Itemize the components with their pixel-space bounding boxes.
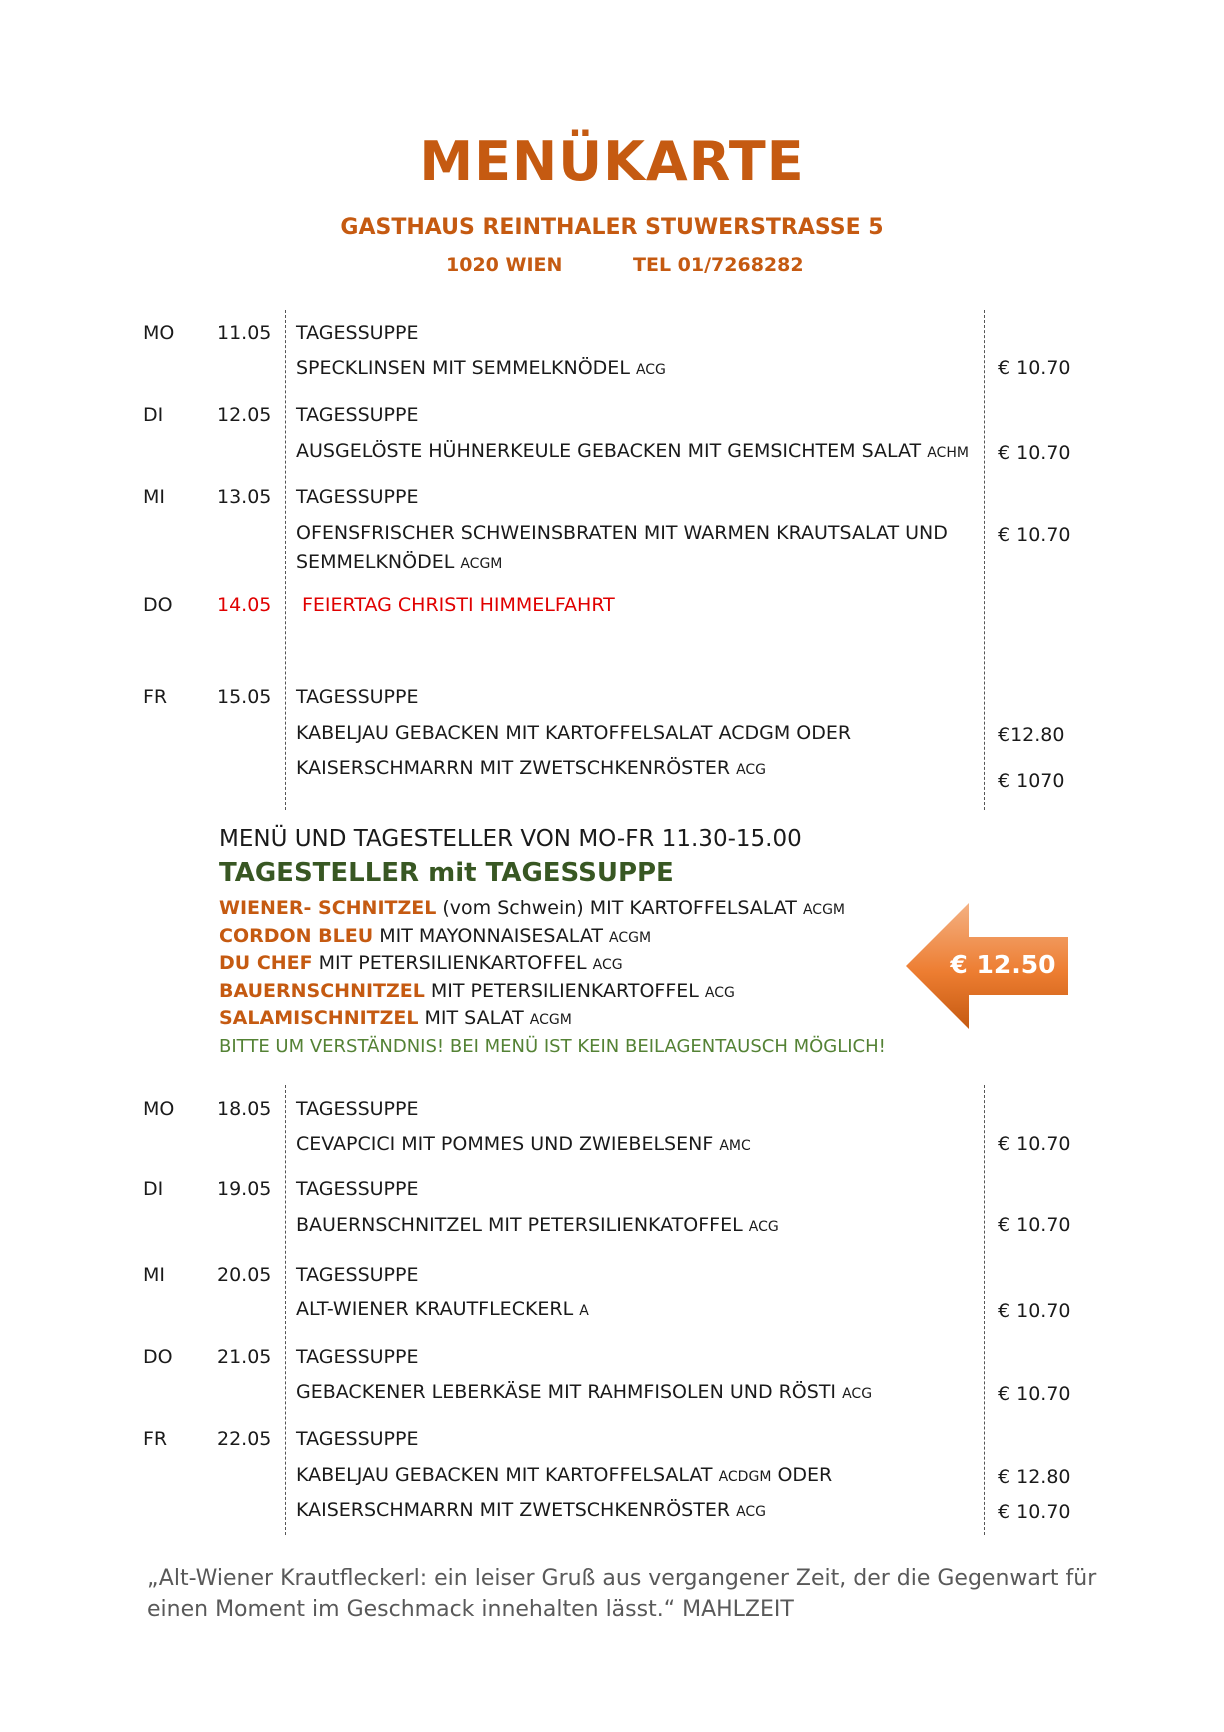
soup-label: TAGESSUPPE xyxy=(296,404,419,426)
allergen-codes: ACG xyxy=(736,762,767,778)
dish-text xyxy=(296,440,969,462)
column-divider-right xyxy=(984,310,985,810)
restaurant-city: 1020 WIEN xyxy=(446,254,563,276)
dish-name: GEBACKENER LEBERKÄSE MIT RAHMFISOLEN UND RÖSTI xyxy=(296,1381,837,1403)
dish-name: KAISERSCHMARRN MIT ZWETSCHKENRÖSTER xyxy=(296,757,731,779)
date-label: 19.05 xyxy=(217,1178,272,1200)
dish-text xyxy=(296,1381,872,1403)
dish-price: € 10.70 xyxy=(998,442,1071,464)
dish-name: SPECKLINSEN MIT SEMMELKNÖDEL xyxy=(296,357,630,379)
day-label: DO xyxy=(143,594,173,616)
dish-price: € 10.70 xyxy=(998,1383,1071,1405)
dish-text xyxy=(296,551,502,573)
allergen-codes: ACG xyxy=(704,985,735,1001)
menu-item-desc: MIT PETERSILIENKARTOFFEL xyxy=(424,980,699,1002)
dish-name: BAUERNSCHNITZEL MIT PETERSILIENKATOFFEL xyxy=(296,1214,743,1236)
menu-item-desc: MIT SALAT xyxy=(418,1007,524,1029)
menu-heading: MENÜ UND TAGESTELLER VON MO-FR 11.30-15.00 xyxy=(219,826,802,852)
allergen-codes: ACG xyxy=(748,1219,779,1235)
date-label: 15.05 xyxy=(217,686,272,708)
dish-name: CEVAPCICI MIT POMMES UND ZWIEBELSENF xyxy=(296,1133,714,1155)
dish-name-cont: ODER xyxy=(771,1464,833,1486)
holiday-label: FEIERTAG CHRISTI HIMMELFAHRT xyxy=(302,594,615,616)
menu-item xyxy=(219,1007,572,1029)
dish-price: € 10.70 xyxy=(998,1133,1071,1155)
day-label: MI xyxy=(143,1264,165,1286)
menu-price: € 12.50 xyxy=(950,950,1056,979)
soup-label: TAGESSUPPE xyxy=(296,322,419,344)
dish-name: OFENSFRISCHER SCHWEINSBRATEN MIT WARMEN KRAUTSALAT UND xyxy=(296,522,948,544)
allergen-codes: ACGM xyxy=(609,930,652,946)
day-label: FR xyxy=(143,686,168,708)
date-label: 20.05 xyxy=(217,1264,272,1286)
holiday-date: 14.05 xyxy=(217,594,272,616)
menu-item xyxy=(219,897,845,919)
soup-label: TAGESSUPPE xyxy=(296,1264,419,1286)
dish-price: € 10.70 xyxy=(998,1214,1071,1236)
day-label: FR xyxy=(143,1428,168,1450)
date-label: 18.05 xyxy=(217,1098,272,1120)
dish-name: AUSGELÖSTE HÜHNERKEULE GEBACKEN MIT GEMSICHTEM SALAT xyxy=(296,440,922,462)
soup-label: TAGESSUPPE xyxy=(296,686,419,708)
dish-price: € 10.70 xyxy=(998,524,1071,546)
menu-item-name: BAUERNSCHNITZEL xyxy=(219,980,425,1002)
menu-item-desc: MIT MAYONNAISESALAT xyxy=(373,925,603,947)
day-label: DI xyxy=(143,404,164,426)
date-label: 22.05 xyxy=(217,1428,272,1450)
closing-quote xyxy=(147,1563,1097,1625)
soup-label: TAGESSUPPE xyxy=(296,1428,419,1450)
allergen-codes: ACG xyxy=(736,1504,767,1520)
quote-line: einen Moment im Geschmack innehalten lässt.“ MAHLZEIT xyxy=(147,1597,794,1622)
allergen-codes: ACGM xyxy=(529,1012,572,1028)
allergen-codes: ACDGM xyxy=(718,1469,772,1485)
dish-price: € 10.70 xyxy=(998,357,1071,379)
dish-price: € 10.70 xyxy=(998,1501,1071,1523)
menu-item xyxy=(219,952,623,974)
day-label: DI xyxy=(143,1178,164,1200)
allergen-codes: ACHM xyxy=(927,445,969,461)
soup-label: TAGESSUPPE xyxy=(296,1346,419,1368)
allergen-codes: AMC xyxy=(719,1138,751,1154)
dish-price: € 10.70 xyxy=(998,1300,1071,1322)
menu-item-desc: MIT PETERSILIENKARTOFFEL xyxy=(312,952,587,974)
day-label: MO xyxy=(143,1098,175,1120)
day-label: MO xyxy=(143,322,175,344)
date-label: 12.05 xyxy=(217,404,272,426)
quote-line: „Alt-Wiener Krautfleckerl: ein leiser Gruß aus vergangener Zeit, der die Gegenwart für xyxy=(147,1566,1097,1591)
dish-text xyxy=(296,1499,766,1521)
dish-text xyxy=(296,357,666,379)
date-label: 21.05 xyxy=(217,1346,272,1368)
column-divider-left xyxy=(285,1085,286,1535)
menu-note: BITTE UM VERSTÄNDNIS! BEI MENÜ IST KEIN BEILAGENTAUSCH MÖGLICH! xyxy=(219,1036,886,1057)
dish-text xyxy=(296,1298,589,1320)
dish-text xyxy=(296,757,766,779)
menu-item-name: SALAMISCHNITZEL xyxy=(219,1007,419,1029)
menu-item-desc: (vom Schwein) MIT KARTOFFELSALAT xyxy=(436,897,797,919)
restaurant-address: GASTHAUS REINTHALER STUWERSTRASSE 5 xyxy=(340,215,884,240)
menu-item-name: CORDON BLEU xyxy=(219,925,374,947)
dish-price: € 12.80 xyxy=(998,1466,1071,1488)
date-label: 11.05 xyxy=(217,322,272,344)
menu-item-name: WIENER- SCHNITZEL xyxy=(219,897,437,919)
day-label: DO xyxy=(143,1346,173,1368)
menu-item-name: DU CHEF xyxy=(219,952,313,974)
soup-label: TAGESSUPPE xyxy=(296,1178,419,1200)
dish-name: KABELJAU GEBACKEN MIT KARTOFFELSALAT ACDGM ODER xyxy=(296,722,852,744)
dish-text xyxy=(296,1214,779,1236)
dish-name-cont: SEMMELKNÖDEL xyxy=(296,551,455,573)
allergen-codes: ACGM xyxy=(802,902,846,918)
date-label: 13.05 xyxy=(217,486,272,508)
dish-name: KABELJAU GEBACKEN MIT KARTOFFELSALAT xyxy=(296,1464,713,1486)
menu-item xyxy=(219,980,735,1002)
dish-text xyxy=(296,1133,751,1155)
dish-text xyxy=(296,1464,832,1486)
dish-name: ALT-WIENER KRAUTFLECKERL xyxy=(296,1298,574,1320)
restaurant-phone: TEL 01/7268282 xyxy=(633,254,804,276)
column-divider-left xyxy=(285,310,286,810)
allergen-codes: ACGM xyxy=(460,556,503,572)
allergen-codes: ACG xyxy=(592,957,623,973)
dish-name: KAISERSCHMARRN MIT ZWETSCHKENRÖSTER xyxy=(296,1499,731,1521)
allergen-codes: A xyxy=(579,1303,589,1319)
dish-price: € 1070 xyxy=(998,770,1065,792)
page-title: MENÜKARTE xyxy=(419,130,805,193)
soup-label: TAGESSUPPE xyxy=(296,486,419,508)
menu-title: TAGESTELLER mit TAGESSUPPE xyxy=(219,858,674,888)
allergen-codes: ACG xyxy=(842,1386,873,1402)
menu-item xyxy=(219,925,651,947)
column-divider-right xyxy=(984,1085,985,1535)
soup-label: TAGESSUPPE xyxy=(296,1098,419,1120)
allergen-codes: ACG xyxy=(635,362,666,378)
dish-price: €12.80 xyxy=(998,724,1065,746)
day-label: MI xyxy=(143,486,165,508)
